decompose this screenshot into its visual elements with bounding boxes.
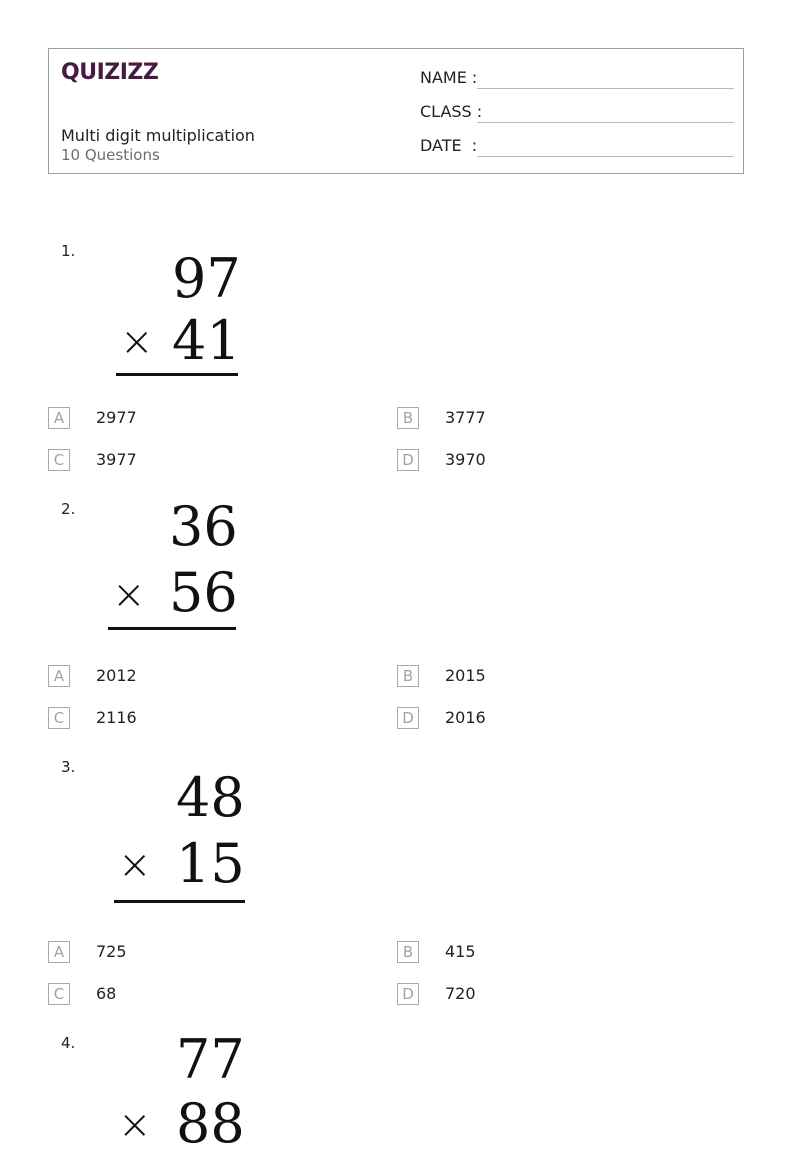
option-value: 3777	[445, 408, 486, 427]
option-letter: D	[397, 449, 419, 471]
top-number: 77	[176, 1028, 245, 1091]
option-value: 725	[96, 942, 127, 961]
quizizz-logo: QUIZIZZ	[61, 60, 159, 85]
question-number: 4.	[61, 1034, 76, 1052]
bottom-number: 15	[176, 832, 245, 895]
answer-bar	[108, 627, 236, 630]
question-count: 10 Questions	[61, 146, 160, 164]
worksheet-title: Multi digit multiplication	[61, 126, 255, 145]
date-label: DATE :	[420, 136, 478, 155]
bottom-number: 56	[169, 561, 238, 624]
question-number: 1.	[61, 242, 76, 260]
class-field[interactable]	[420, 102, 734, 124]
class-line[interactable]	[477, 122, 734, 123]
option-letter: A	[48, 407, 70, 429]
option-value: 3977	[96, 450, 137, 469]
option-letter: C	[48, 983, 70, 1005]
option-letter: B	[397, 665, 419, 687]
bottom-number: 41	[172, 309, 241, 372]
name-line[interactable]	[477, 88, 734, 89]
times-sign: ×	[118, 1102, 152, 1148]
top-number: 97	[172, 247, 241, 310]
option-value: 3970	[445, 450, 486, 469]
option-letter: C	[48, 449, 70, 471]
answer-bar	[116, 373, 238, 376]
bottom-number: 88	[176, 1092, 245, 1155]
option-letter: D	[397, 983, 419, 1005]
top-number: 48	[176, 766, 245, 829]
option-value: 2977	[96, 408, 137, 427]
answer-bar	[114, 900, 245, 903]
option-letter: D	[397, 707, 419, 729]
option-value: 2016	[445, 708, 486, 727]
option-value: 2012	[96, 666, 137, 685]
top-number: 36	[169, 495, 238, 558]
question-number: 3.	[61, 758, 76, 776]
option-letter: B	[397, 407, 419, 429]
times-sign: ×	[112, 572, 146, 618]
option-letter: A	[48, 665, 70, 687]
date-line[interactable]	[477, 156, 734, 157]
option-letter: A	[48, 941, 70, 963]
times-sign: ×	[118, 842, 152, 888]
option-letter: B	[397, 941, 419, 963]
name-field[interactable]	[420, 68, 734, 90]
name-label: NAME :	[420, 68, 478, 87]
option-value: 2116	[96, 708, 137, 727]
question-number: 2.	[61, 500, 76, 518]
class-label: CLASS :	[420, 102, 483, 121]
worksheet-header	[48, 48, 744, 174]
option-value: 720	[445, 984, 476, 1003]
option-value: 415	[445, 942, 476, 961]
date-field[interactable]	[420, 136, 734, 158]
times-sign: ×	[120, 319, 154, 365]
option-value: 2015	[445, 666, 486, 685]
option-letter: C	[48, 707, 70, 729]
option-value: 68	[96, 984, 117, 1003]
